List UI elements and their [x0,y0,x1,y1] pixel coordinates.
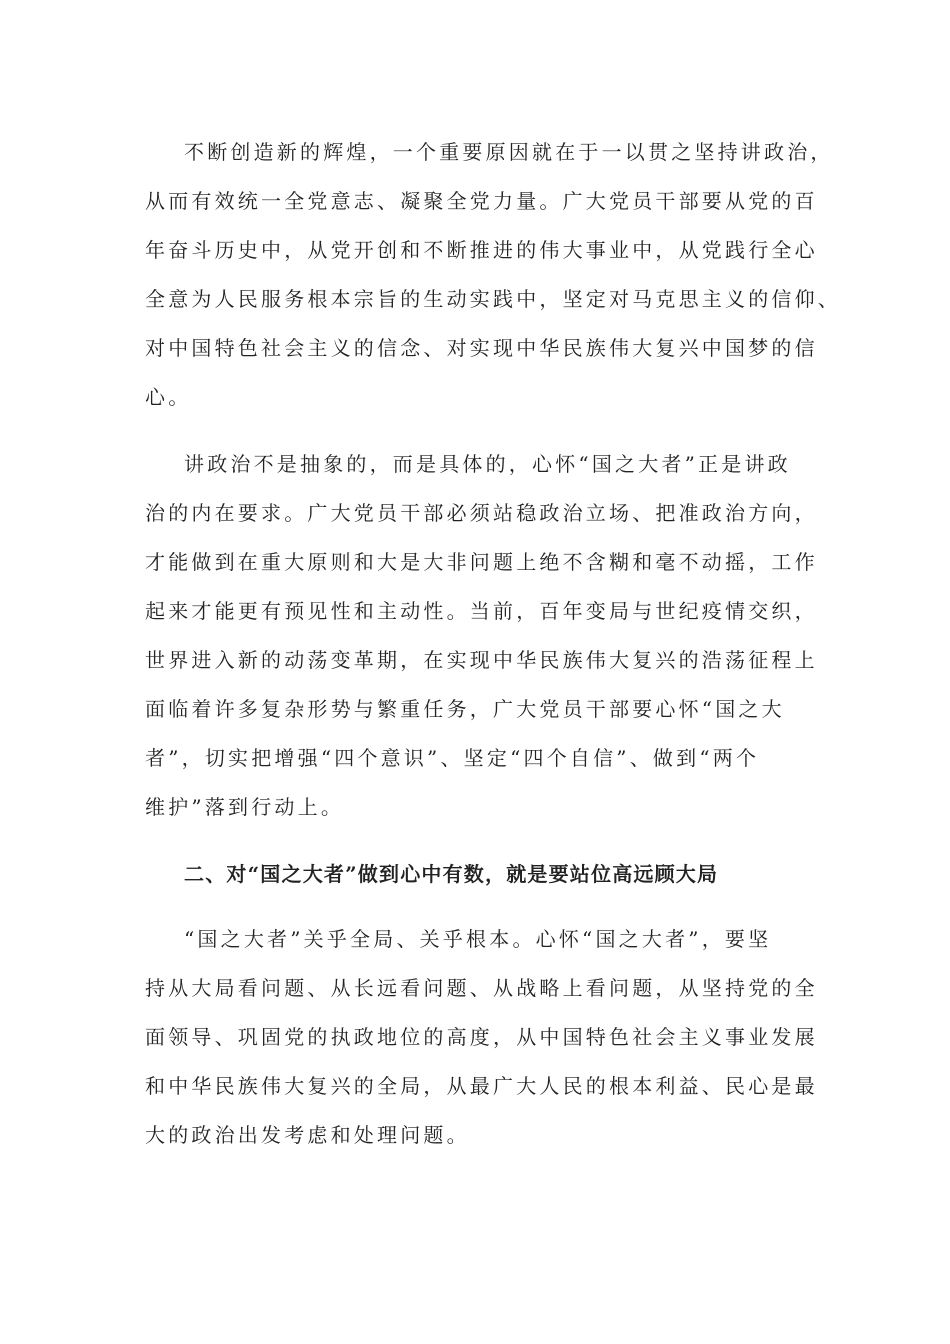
paragraph-line: 世界进入新的动荡变革期，在实现中华民族伟大复兴的浩荡征程上 [145,648,818,672]
paragraph-line: 心。 [145,385,192,409]
paragraph-line: 年奋斗历史中，从党开创和不断推进的伟大事业中，从党践行全心 [145,238,818,262]
paragraph-line: 面领导、巩固党的执政地位的高度，从中国特色社会主义事业发展 [145,1025,818,1049]
paragraph-line: 治的内在要求。广大党员干部必须站稳政治立场、把准政治方向， [145,501,818,525]
paragraph-line: 大的政治出发考虑和处理问题。 [145,1123,470,1147]
paragraph-line: 不断创造新的辉煌，一个重要原因就在于一以贯之坚持讲政治， [184,140,834,164]
paragraph-line: 全意为人民服务根本宗旨的生动实践中，坚定对马克思主义的信仰、 [145,287,841,311]
paragraph-line: 和中华民族伟大复兴的全局，从最广大人民的根本利益、民心是最 [145,1074,818,1098]
paragraph-line: 才能做到在重大原则和大是大非问题上绝不含糊和毫不动摇，工作 [145,550,818,574]
section-heading: 二、对“国之大者”做到心中有数，就是要站位高远顾大局 [184,862,719,886]
paragraph-line: 维护”落到行动上。 [145,795,345,819]
paragraph-line: 起来才能更有预见性和主动性。当前，百年变局与世纪疫情交织， [145,599,818,623]
paragraph-line: 对中国特色社会主义的信念、对实现中华民族伟大复兴中国梦的信 [145,336,818,360]
paragraph-line: 持从大局看问题、从长远看问题、从战略上看问题，从坚持党的全 [145,976,818,1000]
paragraph-line: 从而有效统一全党意志、凝聚全党力量。广大党员干部要从党的百 [145,189,818,213]
paragraph-line: 面临着许多复杂形势与繁重任务，广大党员干部要心怀“国之大 [145,697,785,721]
paragraph-line: 讲政治不是抽象的，而是具体的，心怀“国之大者”正是讲政 [184,452,791,476]
paragraph-line: “国之大者”关乎全局、关乎根本。心怀“国之大者”，要坚 [184,927,772,951]
paragraph-line: 者”，切实把增强“四个意识”、坚定“四个自信”、做到“两个 [145,746,760,770]
